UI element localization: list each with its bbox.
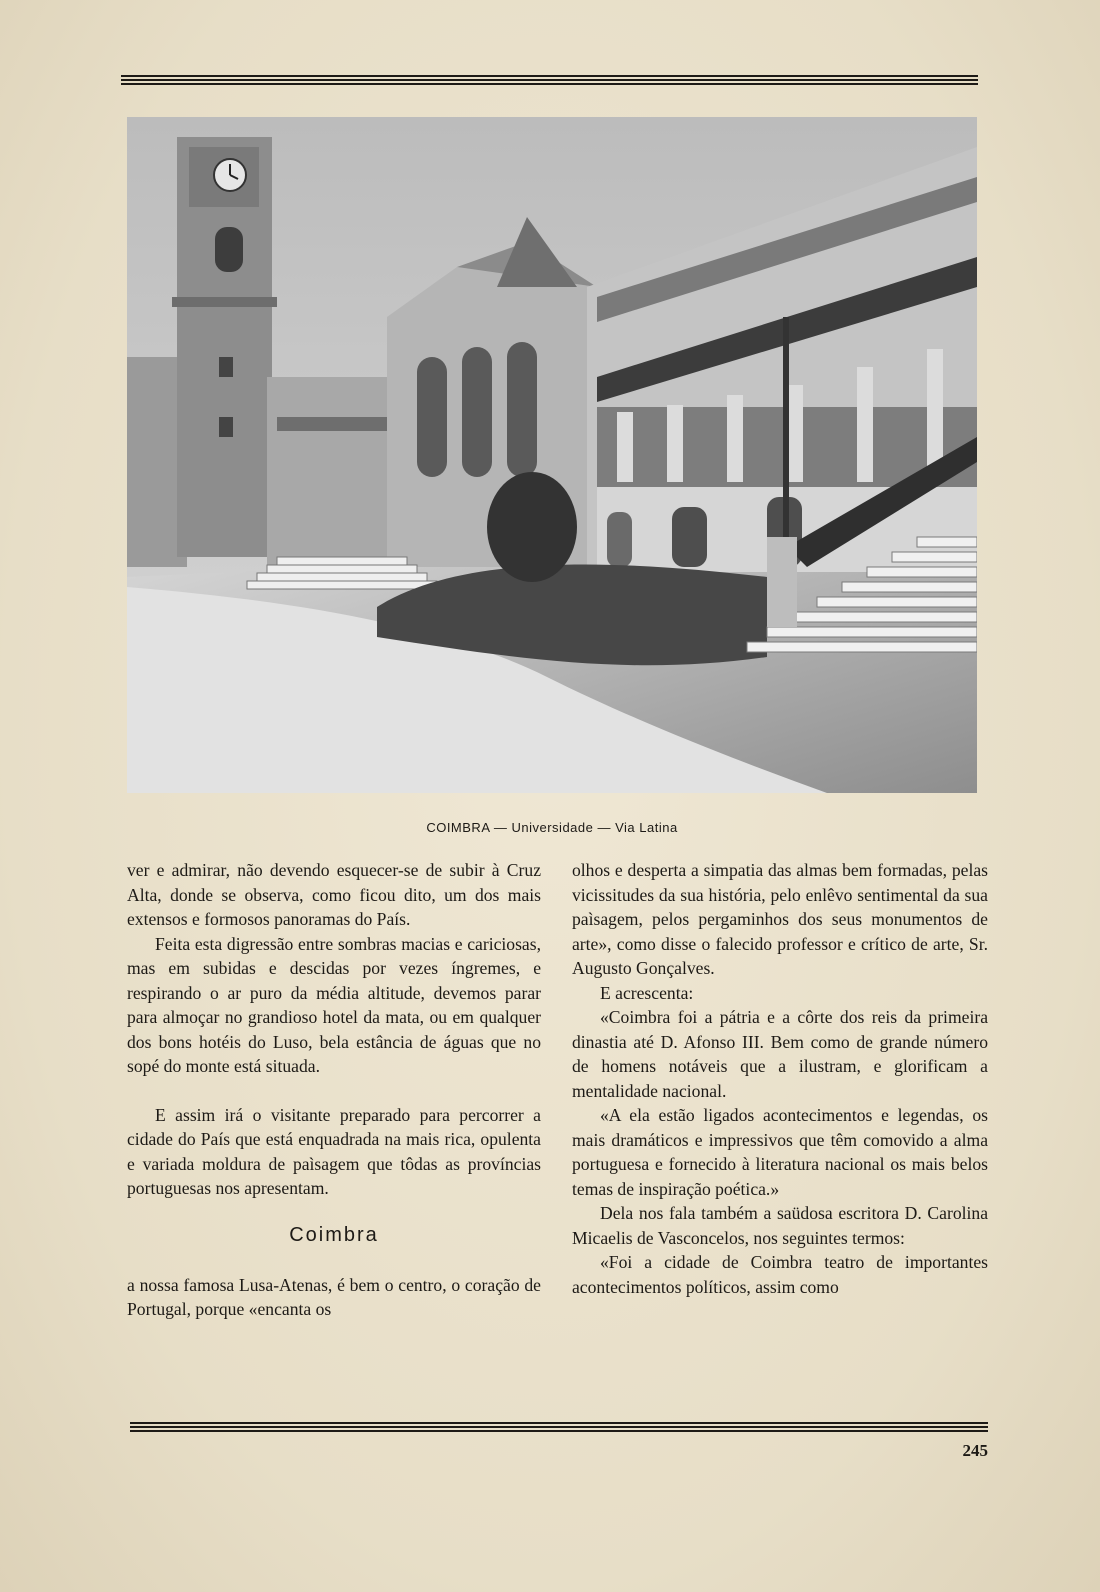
photo-caption: COIMBRA — Universidade — Via Latina: [426, 820, 678, 835]
right-paragraph-1: olhos e desperta a simpatia das almas bem formadas, pelas vicissitudes da sua história, pelo enlêvo sentimental da sua paìsagem, pelos pergaminhos dos seus monumentos de arte», como disse o falecido professor e crítico de arte, Sr. Augusto Gonçalves.: [572, 860, 988, 978]
section-heading-coimbra: Coimbra: [289, 1223, 379, 1246]
right-column: [572, 858, 988, 1299]
photo-university-building: [127, 117, 977, 793]
top-rule: [121, 75, 978, 85]
left-column: [127, 858, 541, 1322]
left-paragraph-1: ver e admirar, não devendo esquecer-se de subir à Cruz Alta, donde se observa, como ficou dito, um dos mais extensos e formosos panoramas do País.: [127, 860, 541, 929]
right-paragraph-6: «Foi a cidade de Coimbra teatro de importantes acontecimentos políticos, assim como: [572, 1252, 988, 1297]
right-paragraph-2: E acrescenta:: [600, 982, 694, 1003]
left-paragraph-4: a nossa famosa Lusa-Atenas, é bem o centro, o coração de Portugal, porque «encanta os: [127, 1274, 541, 1319]
right-paragraph-5: Dela nos fala também a saüdosa escritora D. Carolina Micaelis de Vasconcelos, nos seguintes termos:: [572, 1203, 988, 1248]
right-paragraph-3: «Coimbra foi a pátria e a côrte dos reis da primeira dinastia até D. Afonso III. Bem como de grande número de homens notáveis que a ilustram, e glorificam a mentalidade nacional.: [572, 1007, 988, 1101]
bottom-rule: [130, 1422, 988, 1432]
left-paragraph-2: Feita esta digressão entre sombras macias e cariciosas, mas em subidas e descidas por vezes íngremes, e respirando o ar puro da média altitude, devemos parar para almoçar no grandioso hotel da mata, ou em qualquer dos bons hotéis do Luso, bela estância de águas que no sopé do monte está situada.: [127, 933, 541, 1076]
photo-university-building-icon: [127, 117, 977, 793]
page-number: 245: [962, 1441, 988, 1460]
left-paragraph-3: E assim irá o visitante preparado para percorrer a cidade do País que está enquadrada na mais rica, opulenta e variada moldura de paìsagem que tôdas as províncias portuguesas nos apresentam.: [127, 1104, 541, 1198]
right-paragraph-4: «A ela estão ligados acontecimentos e legendas, os mais dramáticos e impressivos que têm comovido a alma portuguesa e fornecido à literatura nacional os mais belos temas de inspiração poética.»: [572, 1105, 988, 1199]
